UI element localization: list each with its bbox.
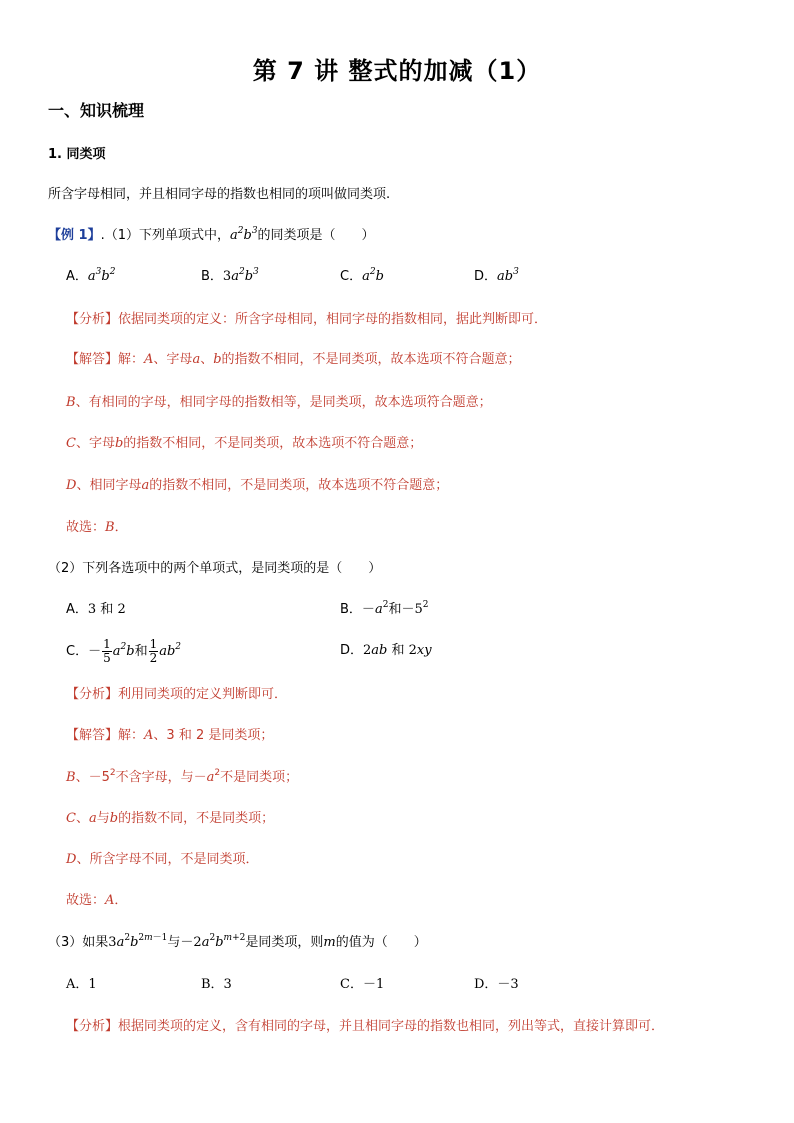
- page-title: 第 7 讲 整式的加减（1）: [252, 57, 542, 85]
- q2-analysis: 【分析】利用同类项的定义判断即可．: [66, 687, 288, 702]
- q3-option-c: C．－1: [340, 977, 385, 992]
- q2-option-a: A．3 和 2: [66, 602, 126, 617]
- q1-answer-d: D、相同字母a的指数不相同，不是同类项，故本选项不符合题意；: [66, 478, 449, 493]
- q1-analysis: 【分析】依据同类项的定义：所含字母相同，相同字母的指数相同，据此判断即可．: [66, 312, 548, 327]
- q1-answer-a: 【解答】解：A、字母a、b的指数不相同，不是同类项，故本选项不符合题意；: [66, 352, 521, 367]
- q1-answer-b: B、有相同的字母，相同字母的指数相等，是同类项，故本选项符合题意；: [66, 395, 492, 410]
- fraction-one-fifth: $\frac{1}{5}$: [103, 637, 111, 665]
- q3-option-b: B．3: [201, 977, 232, 992]
- definition-text: 所含字母相同，并且相同字母的指数也相同的项叫做同类项.: [48, 187, 391, 202]
- q1-answer-c: C、字母b的指数不相同，不是同类项，故本选项不符合题意；: [66, 436, 423, 451]
- subsection-heading: 1. 同类项: [48, 147, 106, 162]
- q2-answer-a: 【解答】解：A、3 和 2 是同类项；: [66, 728, 274, 743]
- q1-suffix: 的同类项是（ ）: [257, 228, 375, 243]
- q1-prefix: .（1）下列单项式中，: [100, 228, 230, 243]
- q3-analysis: 【分析】根据同类项的定义，含有相同的字母，并且相同字母的指数也相同，列出等式，直接计算即可．: [66, 1019, 665, 1034]
- q2-answer-c: C、a与b的指数不同，不是同类项；: [66, 811, 275, 826]
- example-tag: 【例 1】: [48, 228, 101, 243]
- q1-term: $a^2b^3$: [229, 226, 258, 243]
- q2-choice: 故选：A．: [66, 893, 128, 908]
- q1-option-c: C．$a^2b$: [340, 267, 384, 284]
- q1-option-b: B．$3a^2b^3$: [201, 267, 259, 284]
- q2-option-d: D．2ab 和 2xy: [340, 643, 432, 658]
- q3-option-a: A．1: [66, 977, 97, 992]
- q1-option-d: D．$ab^3$: [474, 267, 519, 284]
- q3-option-d: D．－3: [474, 977, 519, 992]
- fraction-one-half: $\frac{1}{2}$: [149, 637, 158, 665]
- q2-answer-b: B、$-5^2$不含字母，与$-a^2$不是同类项；: [66, 768, 299, 785]
- q2-option-b: B．$-a^2$和$-5^2$: [340, 600, 429, 617]
- q2-answer-d: D、所含字母不同，不是同类项．: [66, 852, 259, 867]
- q2-question: （2）下列各选项中的两个单项式，是同类项的是（ ）: [48, 561, 382, 576]
- q1-choice: 故选：B．: [66, 520, 128, 535]
- example-1-question: [48, 227, 375, 245]
- q2-option-c: C．－ $\frac{1}{5}$ $a^2b$和 $\frac{1}{2}$ $ab^2$: [66, 637, 182, 665]
- section-heading: 一、知识梳理: [48, 101, 145, 120]
- q3-question: （3）如果$3a^2b^{2m-1}$与$-2a^2b^{m+2}$是同类项，则m的值为（ ）: [48, 933, 427, 950]
- q1-option-a: A．$a^3b^2$: [66, 267, 116, 284]
